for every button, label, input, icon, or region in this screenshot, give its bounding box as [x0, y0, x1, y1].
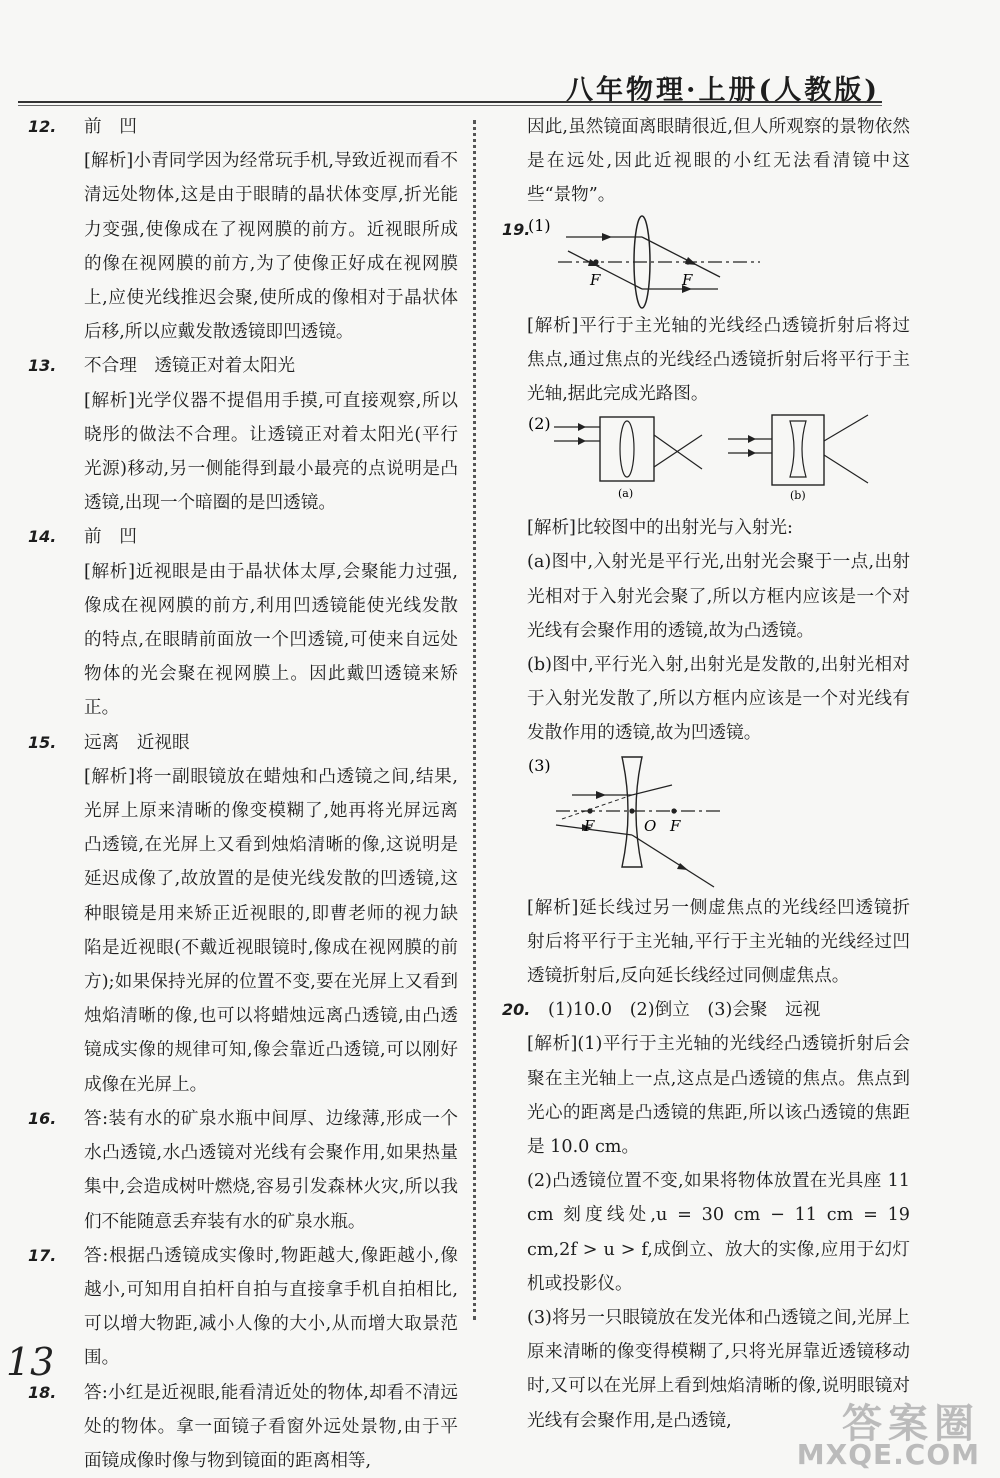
explanation: [解析]近视眼是由于晶状体太厚,会聚能力过强,像成在视网膜的前方,利用凹透镜能使光线发散的特点,在眼睛前面放一个凹透镜,可使来自远处物体的光会聚在视网膜上。因此戴凹透镜来矫正。	[84, 561, 458, 719]
explanation: 答:小红是近视眼,能看清近处的物体,却看不清远处的物体。拿一面镜子看窗外远处景物,由于平面镜成像时像与物到镜面的距离相等,	[84, 1382, 458, 1471]
question-12	[28, 110, 458, 349]
focal-point	[671, 808, 676, 813]
arrow-icon	[578, 437, 586, 445]
watermark-line-1: 答案圈	[842, 1401, 980, 1447]
convex-lens-diagram	[502, 213, 910, 309]
right-column	[502, 110, 910, 1438]
explanation-2: (2)凸透镜位置不变,如果将物体放置在光具座 11 cm 刻度线处,u = 30 cm − 11 cm = 19 cm,2f > u > f,成倒立、放大的实像,应用于幻灯机或投影仪。	[527, 1171, 910, 1294]
lens-box-a	[600, 417, 654, 481]
focal-point	[593, 259, 598, 264]
arrow-icon	[596, 791, 606, 799]
question-14	[28, 520, 458, 725]
diagram-a	[554, 417, 702, 500]
concave-lens-diagram	[502, 751, 910, 891]
focal-label-left: F	[590, 270, 601, 289]
explanation-3: (3)将另一只眼镜放在发光体和凸透镜之间,光屏上原来清晰的像变得模糊了,只将光屏靠近透镜移动时,又可以在光屏上看到烛焰清晰的像,说明眼镜对光线有会聚作用,是凸透镜,	[527, 1308, 910, 1431]
explanation: [解析]光学仪器不提倡用手摸,可直接观察,所以晓彤的做法不合理。让透镜正对着太阳光(平行光源)移动,另一侧能得到最小最亮的点说明是凸透镜,出现一个暗圈的是凹透镜。	[84, 390, 458, 514]
ray	[632, 785, 672, 795]
header-rule-thin	[18, 105, 882, 106]
question-13	[28, 349, 458, 520]
arrow-icon	[578, 423, 586, 431]
diagram-b	[728, 415, 868, 502]
convex-lens	[620, 421, 634, 477]
question-number: 14.	[28, 527, 57, 547]
arrow-icon	[748, 435, 756, 443]
optical-center	[629, 808, 634, 813]
part-label: (2)	[528, 414, 551, 434]
focal-label-right: F	[682, 270, 693, 289]
question-18	[28, 1376, 458, 1478]
question-number: 13.	[28, 356, 57, 376]
answer: 不合理 透镜正对着太阳光	[84, 356, 296, 377]
answer: 前 凹	[84, 117, 137, 137]
watermark	[796, 1392, 980, 1471]
explanation-1: [解析](1)平行于主光轴的光线经凸透镜折射后会聚在主光轴上一点,这点是凸透镜的焦点。焦点到光心的距离是凸透镜的焦距,所以该凸透镜的焦距是 10.0 cm。	[527, 1034, 910, 1158]
explanation: [解析]将一副眼镜放在蜡烛和凸透镜之间,结果,光屏上原来清晰的像变模糊了,她再将光屏远离凸透镜,在光屏上又看到烛焰清晰的像,这说明是延迟成像了,故放置的是使光线发散的凹透镜,这种眼镜是用来矫正近视眼的,即曹老师的视力缺陷是近视眼(不戴近视眼镜时,像成在视网膜的前方);如果保持光屏的位置不变,要在光屏上又看到烛焰清晰的像,也可以将蜡烛远离凸透镜,由凸透镜成实像的规律可知,像会靠近凸透镜,可以刚好成像在光屏上。	[84, 766, 458, 1095]
answer: 前 凹	[84, 527, 137, 548]
caption-a: (a)	[618, 487, 634, 501]
question-19	[502, 213, 910, 994]
explanation: 答:装有水的矿泉水瓶中间厚、边缘薄,形成一个水凸透镜,水凸透镜对光线有会聚作用,如果热量集中,会造成树叶燃烧,容易引发森林火灾,所以我们不能随意丢弃装有水的矿泉水瓶。	[84, 1108, 458, 1232]
question-15	[28, 726, 458, 1102]
lens-box-diagrams	[502, 411, 910, 511]
focal-point	[587, 808, 592, 813]
explanation: 答:根据凸透镜成实像时,物距越大,像距越小,像越小,可知用自拍杆自拍与直接拿手机自拍相比,可以增大物距,减小人像的大小,从而增大取景范围。	[84, 1245, 458, 1369]
explanation-b: (b)图中,平行光入射,出射光是发散的,出射光相对于入射光发散了,所以方框内应该是一个对光线有发散作用的透镜,故为凹透镜。	[527, 655, 910, 744]
header-title: 八年物理·上册(人教版)	[566, 75, 880, 106]
arrow-icon	[748, 449, 756, 457]
column-divider	[473, 120, 476, 1320]
question-number: 18.	[28, 1382, 57, 1402]
ray	[632, 835, 714, 887]
ray	[642, 237, 720, 277]
watermark-line-2: MXQE.COM	[796, 1438, 980, 1471]
question-number: 15.	[28, 732, 57, 752]
part-label: (3)	[528, 755, 551, 775]
question-20	[502, 993, 910, 1438]
question-18-continued: 因此,虽然镜面离眼睛很近,但人所观察的景物依然是在远处,因此近视眼的小红无法看清镜中这些“景物”。	[527, 117, 910, 206]
focal-point	[685, 259, 690, 264]
left-column	[28, 110, 458, 1478]
answer: 远离 近视眼	[84, 732, 190, 753]
header-rule	[18, 101, 882, 103]
concave-lens	[790, 421, 806, 477]
ray	[568, 251, 642, 289]
lens-box-b	[772, 415, 824, 485]
page-number: 13	[6, 1340, 55, 1384]
explanation-intro: [解析]比较图中的出射光与入射光:	[527, 518, 793, 539]
question-number: 16.	[28, 1108, 57, 1128]
part-label: (1)	[528, 215, 551, 235]
explanation-a: (a)图中,入射光是平行光,出射光会聚于一点,出射光相对于入射光会聚了,所以方框内应该是一个对光线有会聚作用的透镜,故为凸透镜。	[527, 552, 910, 641]
question-number: 12.	[28, 117, 57, 136]
explanation: [解析]小青同学因为经常玩手机,导致近视而看不清远处物体,这是由于眼睛的晶状体变厚,折光能力变强,使像成在了视网膜的前方。近视眼所成的像在视网膜的前方,为了使像正好成在视网膜上,应使光线推迟会聚,使所成的像相对于晶状体后移,所以应戴发散透镜即凹透镜。	[84, 151, 458, 343]
question-number: 20.	[502, 1000, 531, 1020]
center-label: O	[644, 816, 657, 835]
answer: (1)10.0 (2)倒立 (3)会聚 远视	[548, 1000, 821, 1021]
question-number: 19.	[502, 219, 531, 239]
question-16	[28, 1102, 458, 1239]
question-number: 17.	[28, 1245, 57, 1265]
focal-label-left: F	[584, 816, 595, 835]
arrow-icon	[602, 233, 612, 241]
explanation: [解析]延长线过另一侧虚焦点的光线经凹透镜折射后将平行于主光轴,平行于主光轴的光线经过凹透镜折射后,反向延长线经过同侧虚焦点。	[527, 897, 910, 987]
focal-label-right: F	[670, 816, 681, 835]
explanation: [解析]平行于主光轴的光线经凸透镜折射后将过焦点,通过焦点的光线经凸透镜折射后将平行于主光轴,据此完成光路图。	[527, 315, 910, 405]
question-17	[28, 1239, 458, 1376]
caption-b: (b)	[790, 489, 806, 503]
